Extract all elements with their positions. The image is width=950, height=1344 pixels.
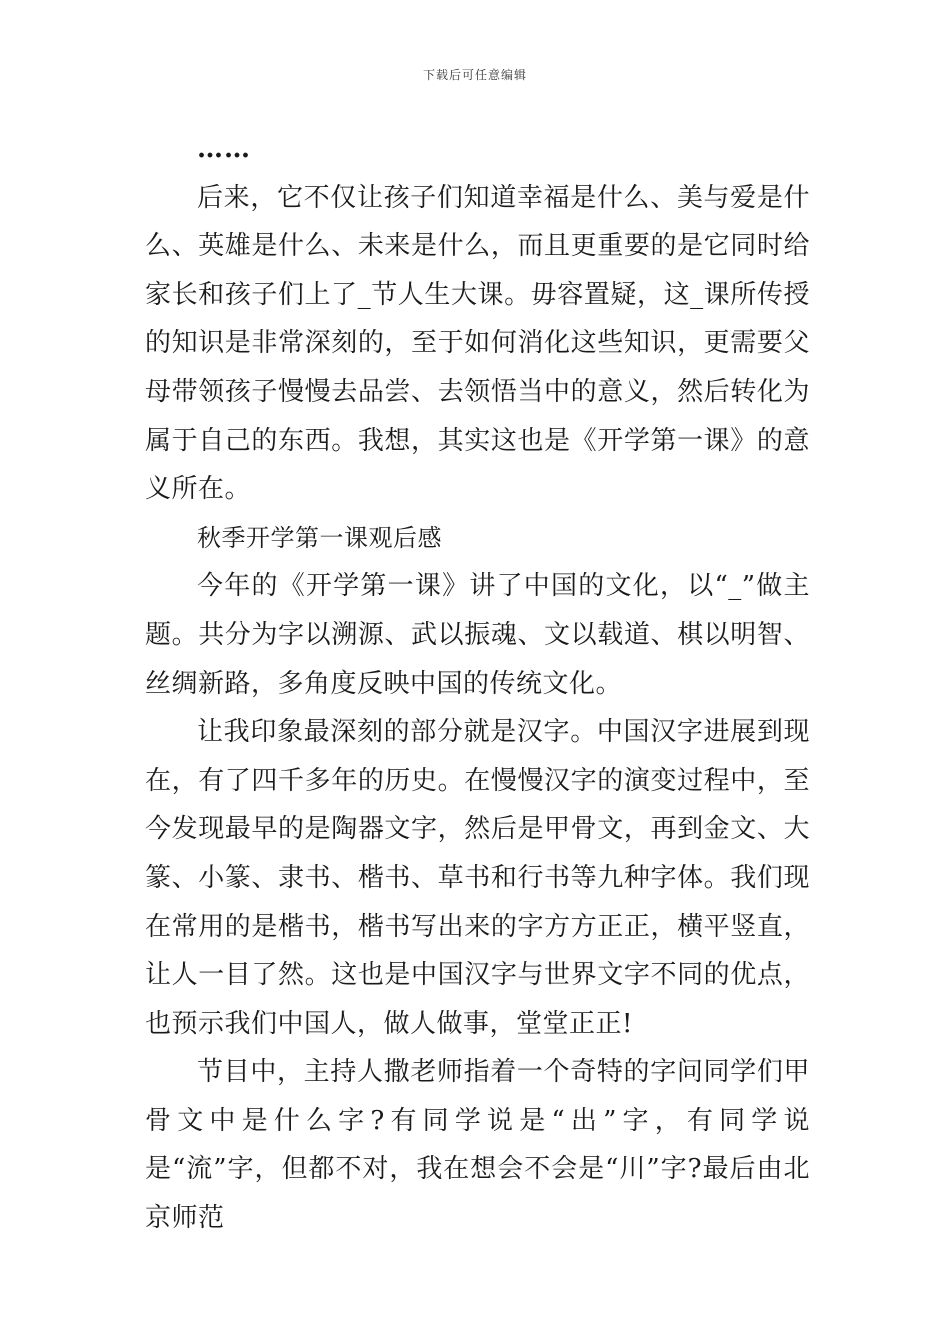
section-heading: 秋季开学第一课观后感 bbox=[197, 523, 442, 552]
body-paragraph: 让我印象最深刻的部分就是汉字。中国汉字进展到现在，有了四千多年的历史。在慢慢汉字的演变过程中，至今发现最早的是陶器文字，然后是甲骨文，再到金文、大篆、小篆、隶书、楷书、草书和行书等九种字体。我们现在常用的是楷书，楷书写出来的字方方正正，横平竖直，让人一目了然。这也是中国汉字与世界文字不同的优点，也预示我们中国人，做人做事，堂堂正正! bbox=[145, 717, 810, 1039]
body-paragraph: 节目中，主持人撒老师指着一个奇特的字问同学们甲骨文中是什么字?有同学说是“出”字，有同学说是“流”字，但都不对，我在想会不会是“川”字?最后由北京师范 bbox=[145, 1057, 810, 1234]
document-body bbox=[145, 125, 810, 1243]
ellipsis-paragraph: …… bbox=[197, 134, 251, 164]
page-header: 下载后可任意编辑 bbox=[422, 68, 527, 82]
body-paragraph: 今年的《开学第一课》讲了中国的文化，以“_”做主题。共分为字以溯源、武以振魂、文以载道、棋以明智、丝绸新路，多角度反映中国的传统文化。 bbox=[145, 571, 810, 699]
body-paragraph: 后来，它不仅让孩子们知道幸福是什么、美与爱是什么、英雄是什么、未来是什么，而且更重要的是它同时给家长和孩子们上了_节人生大课。毋容置疑，这_课所传授的知识是非常深刻的，至于如何消化这些知识，更需要父母带领孩子慢慢去品尝、去领悟当中的意义，然后转化为属于自己的东西。我想，其实这也是《开学第一课》的意义所在。 bbox=[145, 182, 810, 505]
